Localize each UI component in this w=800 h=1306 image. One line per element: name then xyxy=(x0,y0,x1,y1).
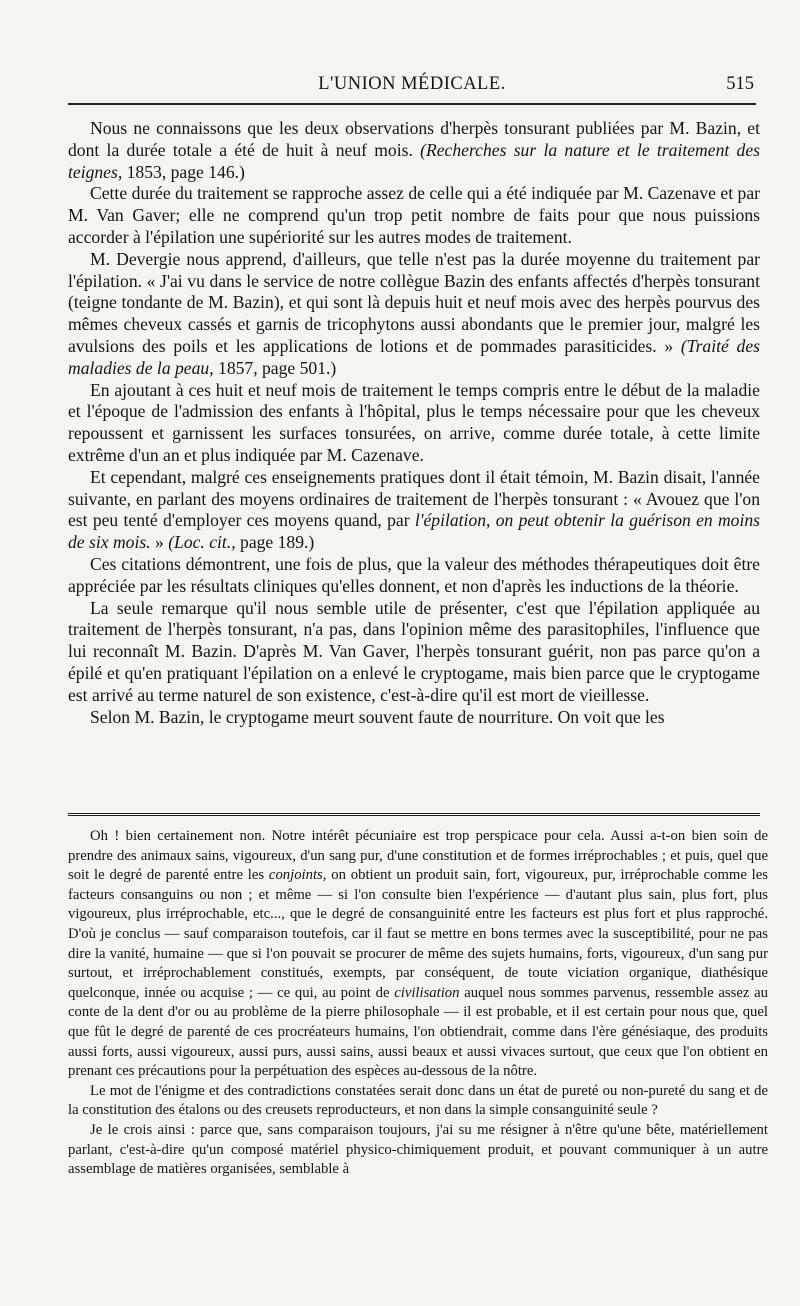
footnote-paragraph: Oh ! bien certainement non. Notre intérêt pécuniaire est trop perspicace pour cela. Aussi a-t-on bien soin de prendre des animaux sains, vigoureux, d'un sang pur, d'une constitution et de formes irréprochables ; et puis, quel que soit le degré de parenté entre les conjoints, on obtient un produit sain, fort, vigoureux, pur, irréprochable comme les facteurs consanguins ou non ; et même — si l'on consulte bien l'expérience — d'autant plus sain, plus fort, plus vigoureux, plus irréprochable, etc..., que le degré de consanguinité entre les facteurs est plus fort et plus rapproché. D'où je conclus — sauf comparaison toutefois, car il faut se mettre en bons termes avec la susceptibilité, pour ne pas dire la vanité, humaine — que si l'on pouvait se procurer de même des sujets humains, forts, vigoureux, d'un sang pur surtout, et irréprochablement constitués, exempts, par conséquent, de toute viciation organique, diathésique quelconque, innée ou acquise ; — ce qui, au point de civilisation auquel nous sommes parvenus, ressemble assez au conte de la dent d'or ou au problème de la pierre philosophale — il est probable, et il est certain pour nous que, quel que fût le degré de parenté de ces procréateurs humains, l'on obtiendrait, comme dans l'ère génésiaque, des produits aussi forts, aussi vigoureux, aussi purs, aussi sains, aussi beaux et aussi vivaces surtout, que ceux que l'on obtient en prenant ces précautions pour la perpétuation des espèces au-dessous de la nôtre. xyxy=(68,828,768,1080)
emphasis: conjoints, xyxy=(268,867,327,884)
page-header xyxy=(68,70,756,96)
page-number: 515 xyxy=(726,74,754,94)
footnote-rule xyxy=(68,813,760,818)
quotation-emphasis: l'épilation, on peut obtenir la guérison en moins de six mois. xyxy=(68,510,761,553)
paragraph: Selon M. Bazin, le cryptogame meurt souvent faute de nourriture. On voit que les xyxy=(90,706,665,727)
citation: (Recherches sur la nature et le traitement des teignes, xyxy=(68,139,760,182)
citation: (Traité des maladies de la peau, xyxy=(68,335,760,378)
paragraph: Ces citations démontrent, une fois de plus, que la valeur des méthodes thérapeutiques doit être appréciée par les résultats cliniques qu'elles donnent, et non d'après les inductions de la théorie. xyxy=(68,553,760,596)
paragraph: Cette durée du traitement se rapproche assez de celle qui a été indiquée par M. Cazenave et par M. Van Gaver; elle ne comprend qu'un trop petit nombre de faits pour que nous puissions accorder à l'épilation une supériorité sur les autres modes de traitement. xyxy=(68,183,760,247)
footnote-paragraph: Le mot de l'énigme et des contradictions constatées serait donc dans un état de pureté ou non-pureté du sang et de la constitution des étalons ou des creusets reproducteurs, et non dans la simple consanguinité seule ? xyxy=(68,1082,768,1119)
paragraph: Et cependant, malgré ces enseignements pratiques dont il était témoin, M. Bazin disait, l'année suivante, en parlant des moyens ordinaires de traitement de l'herpès tonsurant : « Avouez que l'on est peu tenté d'employer ces moyens quand, par l'épilation, on peut obtenir la guérison en moins de six mois. » (Loc. cit., page 189.) xyxy=(68,466,761,553)
footnote-paragraph: Je le crois ainsi : parce que, sans comparaison toujours, j'ai su me résigner à n'être qu'une bête, matériellement parlant, c'est-à-dire qu'un composé matériel physico-chimiquement produit, et pouvant communiquer à un autre assemblage de matières organisées, semblable à xyxy=(68,1121,768,1178)
running-title: L'UNION MÉDICALE. xyxy=(318,74,506,94)
paragraph: En ajoutant à ces huit et neuf mois de traitement le temps compris entre le début de la maladie et l'époque de l'admission des enfants à l'hôpital, plus le temps nécessaire pour que les cheveux repoussent et garnissent les surfaces tonsurées, on arrive, comme durée totale, à cette limite extrême d'un an et plus indiquée par M. Cazenave. xyxy=(68,379,760,465)
header-rule xyxy=(68,103,756,105)
citation: (Loc. cit., xyxy=(168,532,236,553)
main-text xyxy=(68,118,760,728)
footnote-section xyxy=(68,827,768,1180)
paragraph: M. Devergie nous apprend, d'ailleurs, que telle n'est pas la durée moyenne du traitement par l'épilation. « J'ai vu dans le service de notre collègue Bazin des enfants affectés d'herpès tonsurant (teigne tondante de M. Bazin), et qui sont là depuis huit et neuf mois avec des herpès pourvus des mêmes cheveux cassés et garnis de tricophytons aussi abondants que le premier jour, malgré les avulsions des poils et les applications de lotions et de pommades parasiticides. » (Traité des maladies de la peau, 1857, page 501.) xyxy=(68,248,760,378)
emphasis: civilisation xyxy=(394,984,460,1001)
paragraph: Nous ne connaissons que les deux observations d'herpès tonsurant publiées par M. Bazin, et dont la durée totale a été de huit à neuf mois. (Recherches sur la nature et le traitement des teignes, 1853, page 146.) xyxy=(68,118,760,182)
paragraph: La seule remarque qu'il nous semble utile de présenter, c'est que l'épilation appliquée au traitement de l'herpès tonsurant, n'a pas, dans l'opinion même des parasitophiles, l'influence que lui reconnaît M. Bazin. D'après M. Van Gaver, l'herpès tonsurant guérit, non pas parce qu'on a épilé et qu'en pratiquant l'épilation on a enlevé le cryptogame, mais bien parce que le cryptogame est arrivé au terme naturel de son existence, c'est-à-dire qu'il est mort de vieillesse. xyxy=(68,597,760,705)
